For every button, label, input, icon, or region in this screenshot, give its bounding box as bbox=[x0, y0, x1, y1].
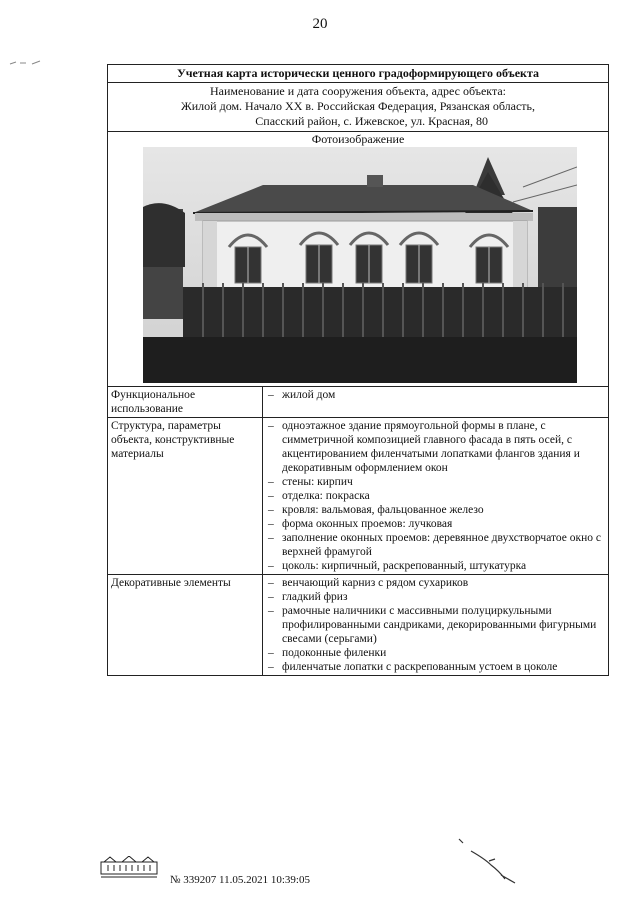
list-item: – гладкий фриз bbox=[268, 591, 348, 603]
dash-icon: – bbox=[268, 605, 274, 617]
attributes-table bbox=[108, 387, 608, 675]
photo-section bbox=[108, 132, 608, 387]
table-row bbox=[108, 418, 608, 575]
dash-icon: – bbox=[268, 490, 274, 502]
object-address bbox=[108, 83, 608, 132]
signature-mark bbox=[455, 835, 525, 890]
dash-icon: – bbox=[268, 389, 274, 401]
list-item: – филенчатые лопатки с раскрепованным устоем в цоколе bbox=[268, 661, 558, 673]
electronic-stamp-logo bbox=[100, 856, 158, 878]
dash-icon: – bbox=[268, 577, 274, 589]
list-item: – жилой дом bbox=[268, 389, 336, 401]
address-line-2: Жилой дом. Начало XX в. Российская Федерация, Рязанская область, bbox=[181, 99, 535, 113]
list-item: – цоколь: кирпичный, раскрепованный, штукатурка bbox=[268, 560, 527, 572]
row-values-function bbox=[263, 387, 609, 418]
list-item: – одноэтажное здание прямоугольной формы в плане, с симметричной композицией главного фасада в пять осей, с акцентированием филенчатыми лопатками флангов здания и декоративным оформлением окон bbox=[268, 420, 580, 474]
dash-icon: – bbox=[268, 560, 274, 572]
address-line-1: Наименование и дата сооружения объекта, адрес объекта: bbox=[209, 84, 507, 98]
margin-mark bbox=[8, 58, 44, 68]
dash-icon: – bbox=[268, 591, 274, 603]
row-label-structure: Структура, параметры объекта, конструктивные материалы bbox=[108, 418, 263, 575]
building-photo bbox=[143, 147, 577, 383]
dash-icon: – bbox=[268, 661, 274, 673]
list-item: – отделка: покраска bbox=[268, 490, 370, 502]
dash-icon: – bbox=[268, 476, 274, 488]
address-line-3: Спасский район, с. Ижевское, ул. Красная, 80 bbox=[255, 114, 488, 128]
row-values-decor bbox=[263, 575, 609, 676]
dash-icon: – bbox=[268, 647, 274, 659]
photo-label: Фотоизображение bbox=[311, 132, 405, 146]
list-item: – стены: кирпич bbox=[268, 476, 353, 488]
row-label-function: Функциональное использование bbox=[108, 387, 263, 418]
table-row bbox=[108, 575, 608, 676]
dash-icon: – bbox=[268, 532, 274, 544]
dash-icon: – bbox=[268, 504, 274, 516]
list-item: – подоконные филенки bbox=[268, 647, 387, 659]
row-label-decor: Декоративные элементы bbox=[108, 575, 263, 676]
table-row bbox=[108, 387, 608, 418]
list-item: – рамочные наличники с массивными полуциркульными профилированными сандриками, декорированными фигурными свесами (серьгами) bbox=[268, 605, 597, 645]
list-item: – заполнение оконных проемов: деревянное двухстворчатое окно с верхней фрамугой bbox=[268, 532, 601, 558]
row-values-structure bbox=[263, 418, 609, 575]
dash-icon: – bbox=[268, 420, 274, 432]
page-number: 20 bbox=[312, 16, 328, 32]
list-item: – венчающий карниз с рядом сухариков bbox=[268, 577, 469, 589]
document-registration-id: № 339207 11.05.2021 10:39:05 bbox=[170, 874, 310, 886]
card-title: Учетная карта исторически ценного градоформирующего объекта bbox=[108, 65, 608, 83]
dash-icon: – bbox=[268, 518, 274, 530]
list-item: – форма оконных проемов: лучковая bbox=[268, 518, 453, 530]
list-item: – кровля: вальмовая, фальцованное железо bbox=[268, 504, 484, 516]
registration-card bbox=[107, 64, 609, 676]
